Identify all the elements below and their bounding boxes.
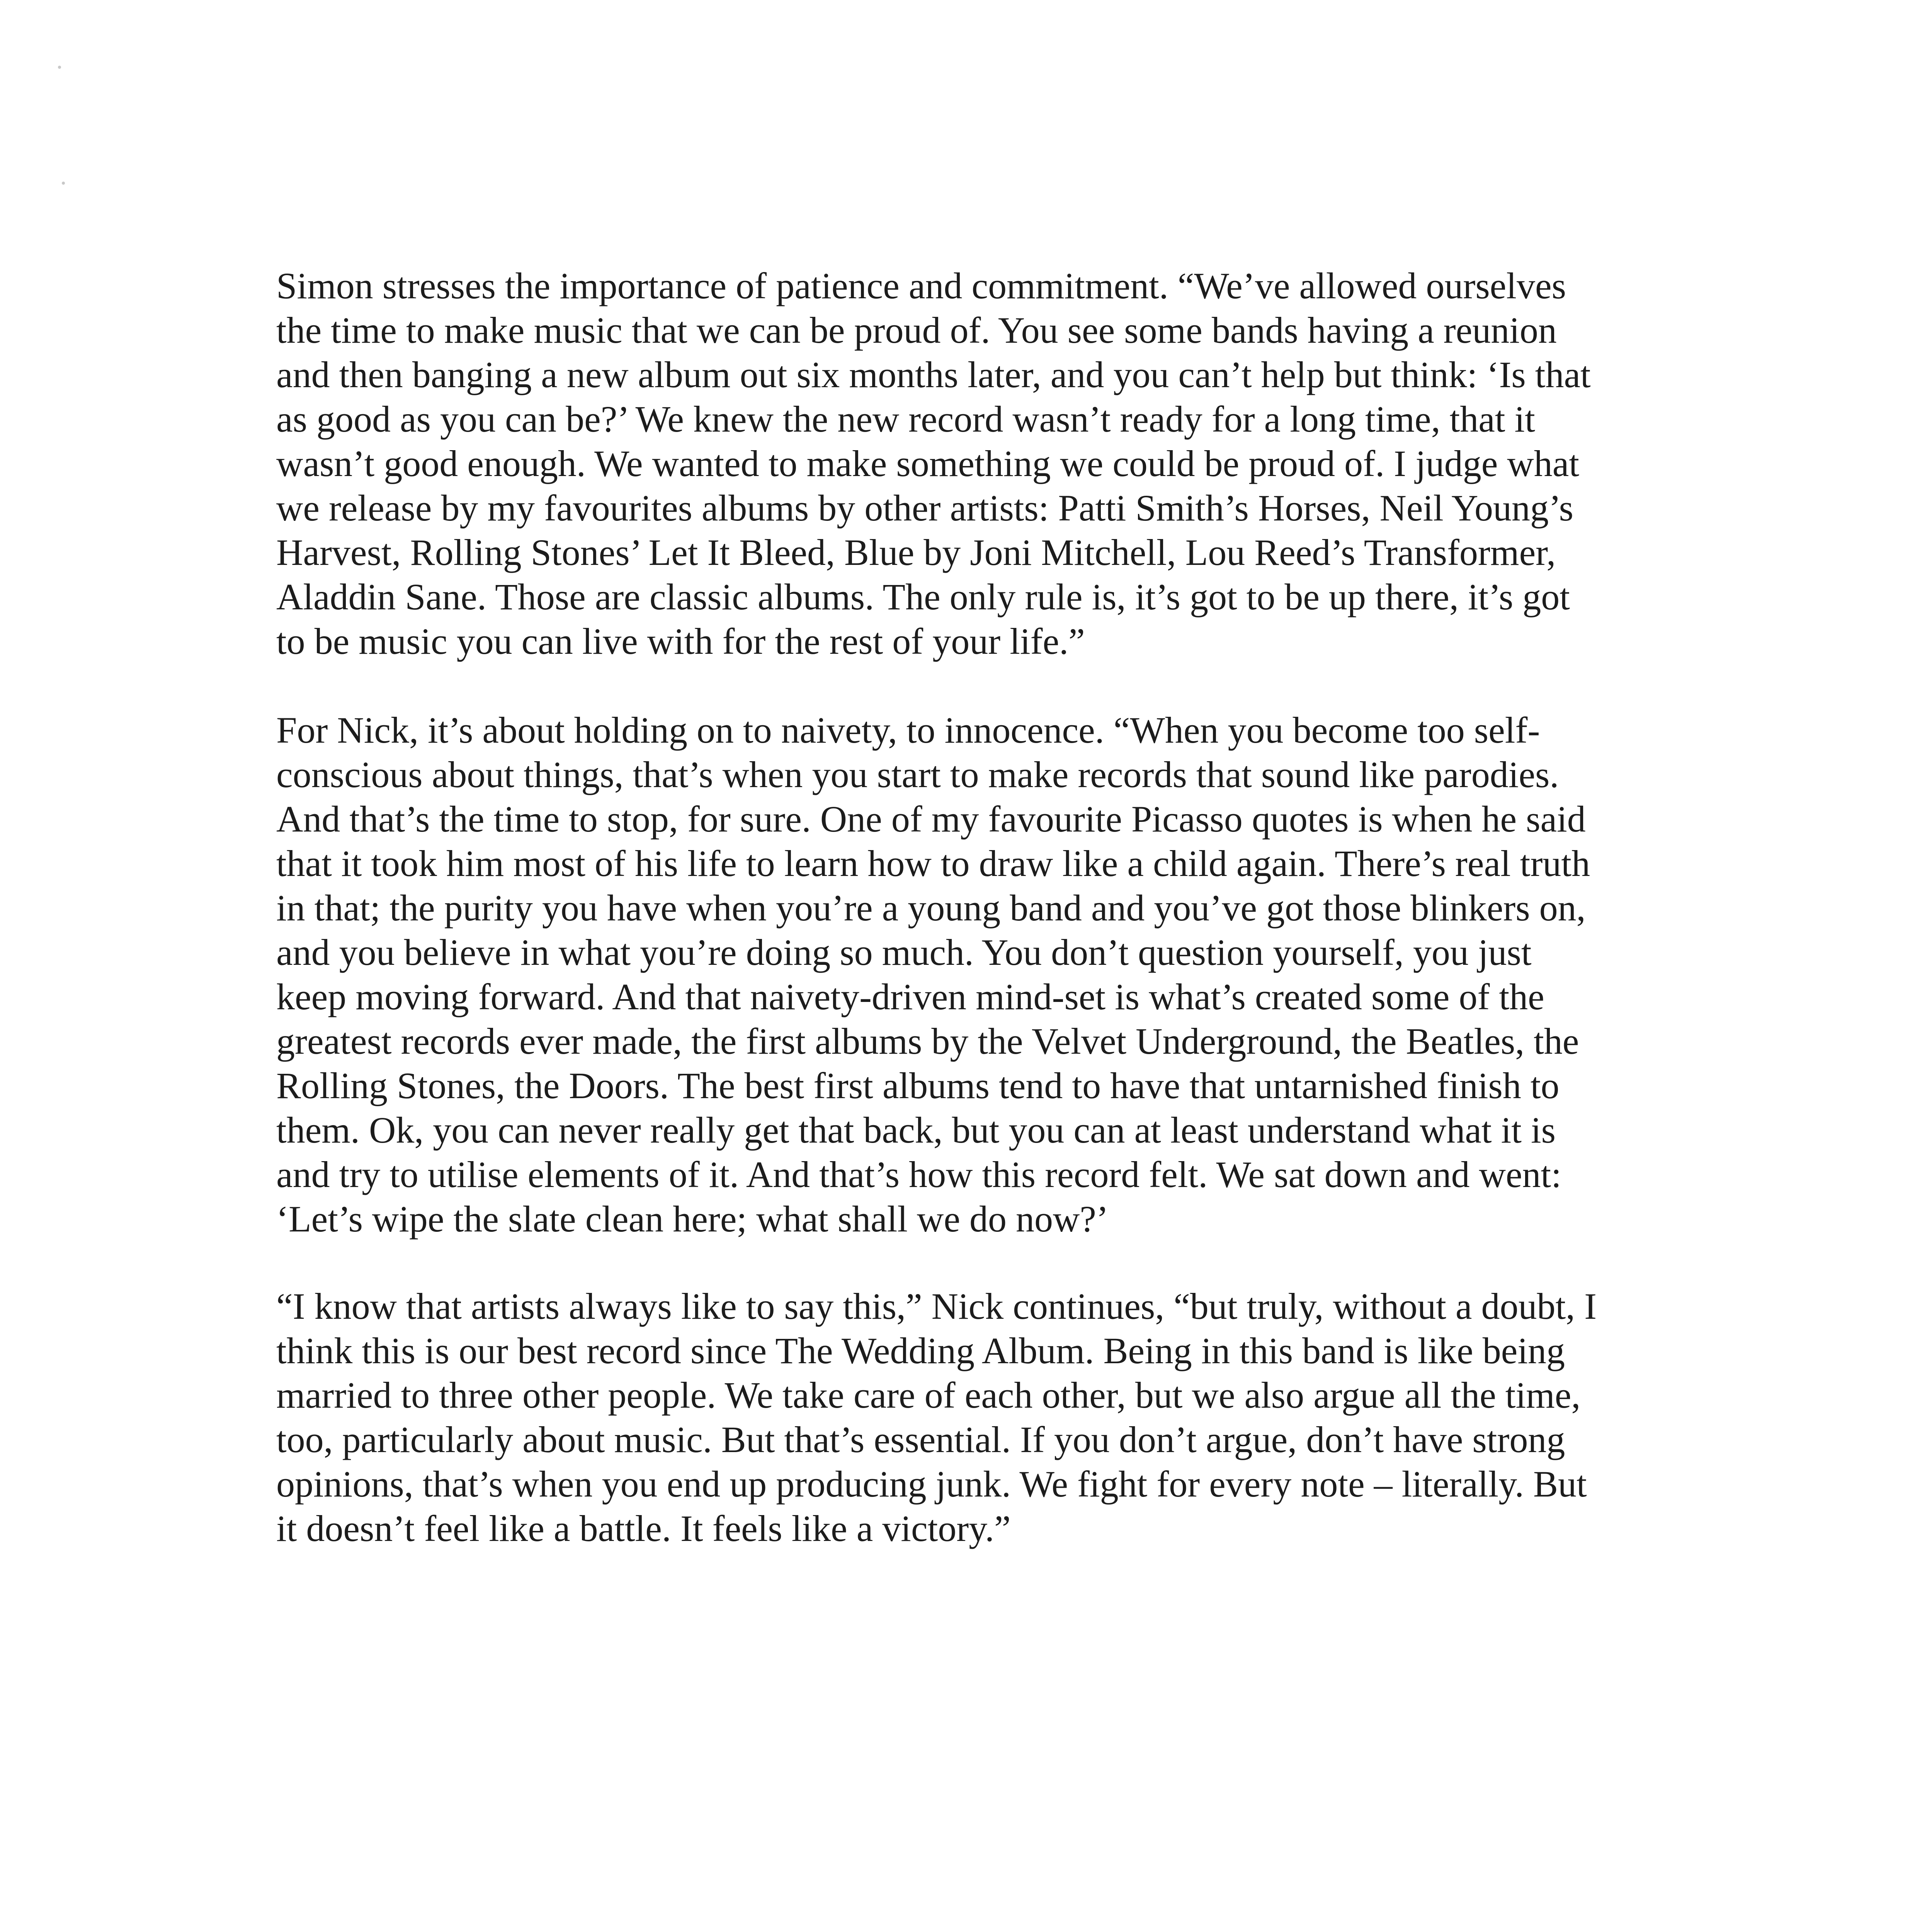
text-line: “I know that artists always like to say this,” Nick continues, “but truly, without a doubt, I xyxy=(276,1286,1597,1327)
text-line: married to three other people. We take care of each other, but we also argue all the time, xyxy=(276,1374,1581,1416)
paragraph-2 xyxy=(276,708,1675,1241)
scan-speck xyxy=(62,182,65,185)
text-line: keep moving forward. And that naivety-driven mind-set is what’s created some of the xyxy=(276,976,1544,1017)
text-line: wasn’t good enough. We wanted to make something we could be proud of. I judge what xyxy=(276,443,1579,484)
text-line: we release by my favourites albums by other artists: Patti Smith’s Horses, Neil Young’s xyxy=(276,487,1573,529)
text-line: Harvest, Rolling Stones’ Let It Bleed, Blue by Joni Mitchell, Lou Reed’s Transformer, xyxy=(276,532,1556,573)
text-line: and try to utilise elements of it. And that’s how this record felt. We sat down and went: xyxy=(276,1154,1561,1195)
text-line: it doesn’t feel like a battle. It feels like a victory.” xyxy=(276,1508,1011,1549)
text-line: For Nick, it’s about holding on to naivety, to innocence. “When you become too self- xyxy=(276,709,1540,751)
text-line: conscious about things, that’s when you start to make records that sound like parodies. xyxy=(276,754,1559,795)
text-line: opinions, that’s when you end up producing junk. We fight for every note – literally. But xyxy=(276,1463,1587,1505)
text-line: ‘Let’s wipe the slate clean here; what shall we do now?’ xyxy=(276,1198,1109,1240)
text-line: greatest records ever made, the first albums by the Velvet Underground, the Beatles, the xyxy=(276,1020,1579,1062)
text-line: too, particularly about music. But that’s essential. If you don’t argue, don’t have strong xyxy=(276,1419,1565,1460)
paragraph-3 xyxy=(276,1284,1675,1551)
paragraph-1 xyxy=(276,264,1675,663)
text-line: and you believe in what you’re doing so much. You don’t question yourself, you just xyxy=(276,932,1532,973)
scan-speck xyxy=(58,66,61,69)
text-line: Rolling Stones, the Doors. The best first albums tend to have that untarnished finish to xyxy=(276,1065,1560,1106)
text-line: and then banging a new album out six months later, and you can’t help but think: ‘Is that xyxy=(276,354,1591,395)
text-line: Simon stresses the importance of patience and commitment. “We’ve allowed ourselves xyxy=(276,265,1566,306)
text-line: And that’s the time to stop, for sure. One of my favourite Picasso quotes is when he said xyxy=(276,798,1586,840)
text-line: think this is our best record since The Wedding Album. Being in this band is like being xyxy=(276,1330,1565,1371)
text-line: them. Ok, you can never really get that back, but you can at least understand what it is xyxy=(276,1109,1556,1151)
text-line: the time to make music that we can be proud of. You see some bands having a reunion xyxy=(276,310,1557,351)
text-line: in that; the purity you have when you’re a young band and you’ve got those blinkers on, xyxy=(276,887,1586,929)
text-line: to be music you can live with for the rest of your life.” xyxy=(276,621,1085,662)
text-line: Aladdin Sane. Those are classic albums. The only rule is, it’s got to be up there, it’s got xyxy=(276,576,1570,617)
text-line: that it took him most of his life to learn how to draw like a child again. There’s real truth xyxy=(276,843,1590,884)
text-line: as good as you can be?’ We knew the new record wasn’t ready for a long time, that it xyxy=(276,398,1535,440)
